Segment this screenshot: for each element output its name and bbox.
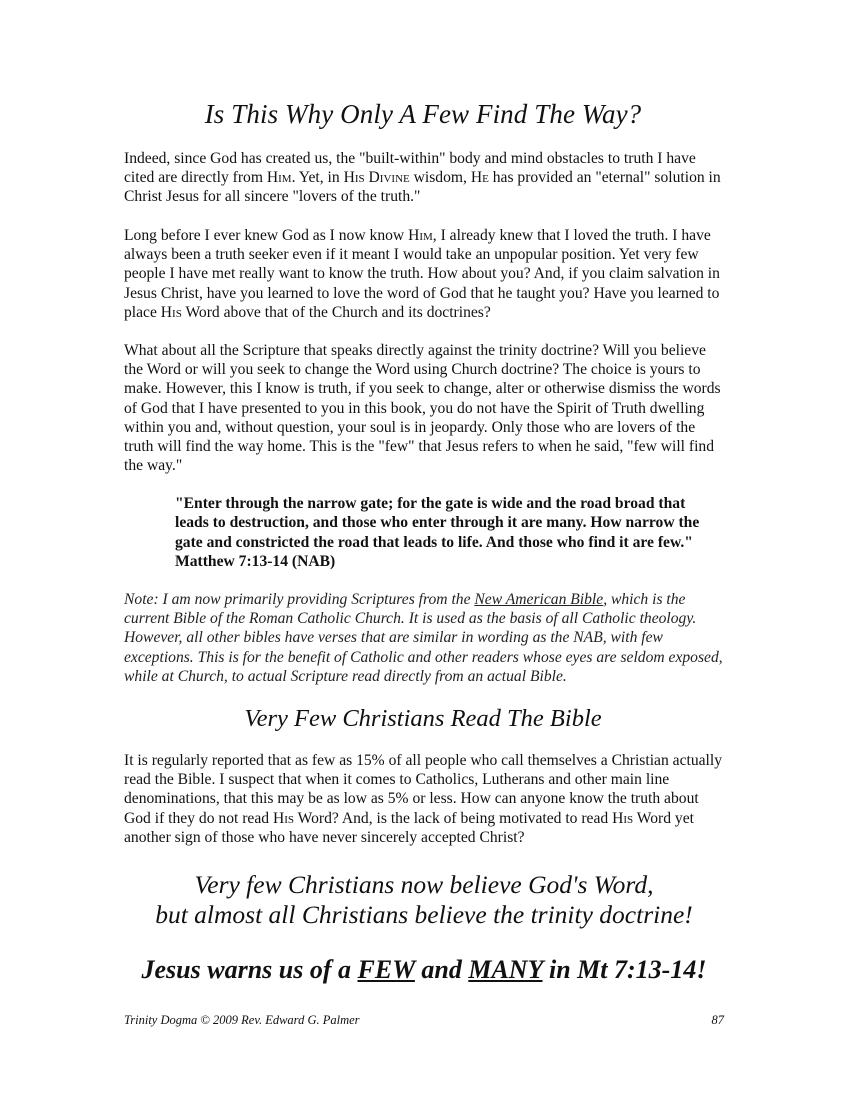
note-paragraph <box>124 590 724 686</box>
text: His <box>343 169 365 187</box>
text: in Mt 7:13-14! <box>542 955 707 984</box>
warning-line <box>114 955 734 985</box>
text: Note: I am now primarily providing Scriptures from the <box>124 591 475 608</box>
text: , which is the current Bible of the Roman Catholic Church. It is used as the basis of all Catholic theology. However, all other bibles have verses that are similar in wording as the NAB, with few exceptions. This is for the benefit of Catholic and other readers whose eyes are seldom exposed, while at Church, to actual Scripture read directly from an actual Bible. <box>124 591 723 685</box>
paragraph-1 <box>124 149 724 207</box>
text: His <box>160 303 182 321</box>
text: He <box>470 169 489 187</box>
text: and <box>414 955 469 984</box>
scripture-quote: "Enter through the narrow gate; for the gate is wide and the road broad that leads to destruction, and those who enter through it are many. How narrow the gate and constricted the road that leads to life. And those who find it are few." Matthew 7:13-14 (NAB) <box>175 495 700 571</box>
paragraph-3: What about all the Scripture that speaks directly against the trinity doctrine? Will you believe the Word or will you seek to change the Word using Church doctrine? The choice is yours to make. However, this I know is truth, if you seek to change, alter or otherwise dismiss the words of God that I have presented to you in this book, you do not have the Spirit of Truth dwelling within you and, without question, your soul is in jeopardy. Only those who are lovers of the truth will find the way home. This is the "few" that Jesus refers to when he said, "few will find the way." <box>124 342 721 475</box>
text: wisdom, <box>409 169 471 187</box>
text: Word? And, is the lack of being motivated to read <box>294 809 613 827</box>
text: Word yet another sign of those who have never sincerely accepted Christ? <box>124 809 694 846</box>
footer-copyright: Trinity Dogma © 2009 Rev. Edward G. Palmer <box>124 1013 360 1027</box>
text: Indeed, since God has created us, the "built-within" body and mind obstacles to truth I have cited are directly from <box>124 150 696 187</box>
text: Divine <box>368 169 410 187</box>
section-heading: Very Few Christians Read The Bible <box>244 705 602 732</box>
text: Him <box>266 169 292 187</box>
text: Word above that of the Church and its doctrines? <box>181 303 491 321</box>
footer <box>124 1013 724 1028</box>
text: Him <box>408 227 433 244</box>
few-word: FEW <box>357 955 415 984</box>
page-title: Is This Why Only A Few Find The Way? <box>204 99 642 129</box>
emphasis-line-2: but almost all Christians believe the trinity doctrine! <box>155 900 693 929</box>
emphasis-line-1: Very few Christians now believe God's Word, <box>194 870 654 899</box>
text: . Yet, in <box>291 169 344 187</box>
paragraph-4 <box>124 751 724 847</box>
text: His <box>612 809 634 827</box>
paragraph-2 <box>124 226 724 322</box>
page-number: 87 <box>711 1013 724 1027</box>
text: has provided an "eternal" solution in Christ Jesus for all sincere "lovers of the truth." <box>124 169 721 206</box>
text: His <box>272 809 295 827</box>
text: Long before I ever knew God as I now know <box>124 227 409 244</box>
text: It is regularly reported that as few as 15% of all people who call themselves a Christian actually read the Bible. I suspect that when it comes to Catholics, Lutherans and other main line denominations, that this may be as low as 5% or less. How can anyone know the truth about God if they do not read <box>124 752 722 827</box>
text: , I already knew that I loved the truth. I have always been a truth seeker even if it meant I would take an unpopular position. Yet very few people I have met really want to know the truth. How about you? And, if you claim salvation in Jesus Christ, have you learned to love the word of God that he taught you? Have you learned to place <box>124 227 720 321</box>
many-word: MANY <box>468 955 543 984</box>
text: Jesus warns us of a <box>141 955 358 984</box>
bible-title-link: New American Bible <box>474 591 604 608</box>
